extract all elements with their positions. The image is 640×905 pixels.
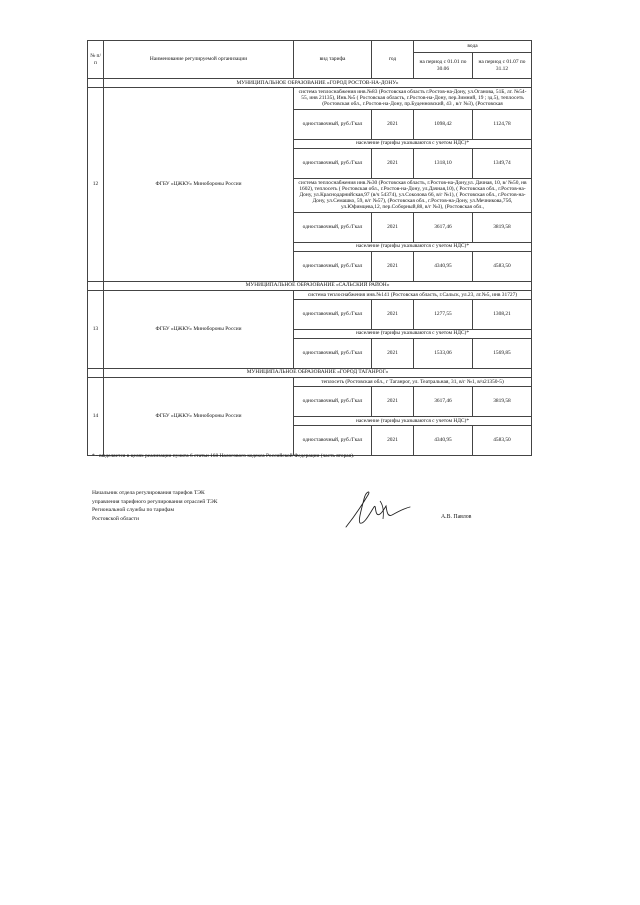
handwritten-signature	[340, 487, 415, 532]
tariff-value-h2: 3819,58	[473, 212, 532, 242]
organization-name: ФГБУ «ЦЖКУ» Минобороны России	[104, 88, 294, 282]
heat-system-description: система теплоснабжения инв.№83 (Ростовская область г.Ростов-на-Дону, ул.Оганова, 51Б, лг. №54-55, инв 21135), Инв.№5 ( Ростовская область, г.Ростов-на-Дону, пер.Зимний, 19 ; зд.5), теплосеть (Ростовская обл., г.Ростов-на-Дону, пр.Буденновский, 43 , в/г №3), (Ростовская	[294, 88, 532, 110]
tariff-value-h2: 1349,74	[473, 148, 532, 178]
tariff-value-h1: 3617,46	[414, 387, 473, 417]
tariff-table	[87, 40, 532, 456]
tariff-value-h1: 1533,06	[414, 338, 473, 368]
tariff-type: одноставочный, руб./Гкал	[294, 109, 372, 139]
tariff-type: одноставочный, руб./Гкал	[294, 251, 372, 281]
system-row	[88, 290, 532, 299]
population-note: население (тарифы указываются с учетом НДС)*	[294, 242, 532, 251]
tariff-type: одноставочный, руб./Гкал	[294, 299, 372, 329]
tariff-year: 2021	[372, 387, 414, 417]
signature-line-4: Ростовской области	[92, 515, 139, 522]
tariff-year: 2021	[372, 338, 414, 368]
tariff-value-h2: 4583,50	[473, 251, 532, 281]
tariff-value-h2: 3819,58	[473, 387, 532, 417]
footnote: * - выделяется в целях реализации пункта 6 статьи 168 Налогового кодекса Российской Федерации (часть вторая).	[92, 453, 355, 459]
header-period-2: на период с 01.07 по 31.12	[473, 53, 532, 79]
tariff-value-h1: 4340,95	[414, 426, 473, 456]
signature-line-1: Начальник отдела регулирования тарифов ТЭК	[92, 490, 205, 496]
municipality-row	[88, 281, 532, 290]
tariff-value-h1: 4340,95	[414, 251, 473, 281]
tariff-value-h2: 1124,78	[473, 109, 532, 139]
tariff-type: одноставочный, руб./Гкал	[294, 338, 372, 368]
tariff-value-h1: 1098,42	[414, 109, 473, 139]
row-number: 14	[88, 377, 104, 455]
tariff-type: одноставочный, руб./Гкал	[294, 426, 372, 456]
tariff-value-h1: 1277,55	[414, 299, 473, 329]
tariff-year: 2021	[372, 148, 414, 178]
municipality-title: МУНИЦИПАЛЬНОЕ ОБРАЗОВАНИЕ «ГОРОД РОСТОВ-НА-ДОНУ»	[104, 79, 532, 88]
tariff-value-h2: 1569,85	[473, 338, 532, 368]
tariff-type: одноставочный, руб./Гкал	[294, 387, 372, 417]
municipality-row	[88, 79, 532, 88]
tariff-type: одноставочный, руб./Гкал	[294, 148, 372, 178]
header-year: год	[372, 41, 414, 79]
municipality-title: МУНИЦИПАЛЬНОЕ ОБРАЗОВАНИЕ «ГОРОД ТАГАНРОГ»	[104, 368, 532, 377]
header-num: № п/п	[88, 41, 104, 79]
heat-system-description: теплосеть (Ростовская обл., г Таганрог, ул. Театральная, 31, в/г №1, в/ч21350-5)	[294, 377, 532, 386]
signature-line-3: Региональной службы по тарифам	[92, 507, 175, 513]
document-page	[87, 40, 531, 456]
tariff-year: 2021	[372, 426, 414, 456]
tariff-value-h1: 1318,10	[414, 148, 473, 178]
tariff-year: 2021	[372, 212, 414, 242]
tariff-value-h2: 4583,50	[473, 426, 532, 456]
tariff-value-h1: 3617,46	[414, 212, 473, 242]
heat-system-description: система теплоснабжения инв.№30 (Ростовская область, г.Ростов-на-Дону,ул. Дачная, 10, в/ №50, нв 1602), теплосеть ( Ростовская обл., г.Ростов-на-Дону, ул.Дачная,10), ( Ростовская обл., г.Ростов-на-Дону, ул.Краснодарнийская,97 (в/ч 54374), ул.Соколова 66, в/г №1), ( Ростовская обл., г.Ростов-на-Дону, ул.Семашко, 59, в/г №57), (Ростовская обл., г.Ростов-на-Дону, ул.Мечникова,75б, ул.Юфимцева,12, пер.Соборный,88, в/г №3), (Ростовская обл.,	[294, 178, 532, 212]
population-note: население (тарифы указываются с учетом НДС)*	[294, 139, 532, 148]
system-row	[88, 88, 532, 110]
tariff-value-h2: 1308,21	[473, 299, 532, 329]
header-water: вода	[414, 41, 532, 53]
row-number: 13	[88, 290, 104, 368]
row-number: 12	[88, 88, 104, 282]
signer-name: А.В. Павлов	[441, 514, 472, 520]
tariff-year: 2021	[372, 251, 414, 281]
signature-line-2: управления тарифного регулирования отраслей ТЭК	[92, 498, 218, 505]
municipality-title: МУНИЦИПАЛЬНОЕ ОБРАЗОВАНИЕ «САЛЬСКИЙ РАЙОН»	[104, 281, 532, 290]
organization-name: ФГБУ «ЦЖКУ» Минобороны России	[104, 377, 294, 455]
heat-system-description: система теплоснабжения инв.№141 (Ростовская область, г.Сальск, ул.23, лг.№5, инв 31727)	[294, 290, 532, 299]
cell-empty	[88, 281, 104, 290]
tariff-year: 2021	[372, 109, 414, 139]
cell-empty	[88, 79, 104, 88]
system-row	[88, 377, 532, 386]
cell-empty	[88, 368, 104, 377]
header-org: Наименование регулируемой организации	[104, 41, 294, 79]
header-period-1: на период с 01.01 по 30.06	[414, 53, 473, 79]
header-tariff-type: вид тарифа	[294, 41, 372, 79]
organization-name: ФГБУ «ЦЖКУ» Минобороны России	[104, 290, 294, 368]
signature-block	[92, 489, 217, 523]
tariff-year: 2021	[372, 299, 414, 329]
population-note: население (тарифы указываются с учетом НДС)*	[294, 329, 532, 338]
tariff-type: одноставочный, руб./Гкал	[294, 212, 372, 242]
municipality-row	[88, 368, 532, 377]
population-note: население (тарифы указываются с учетом НДС)*	[294, 417, 532, 426]
